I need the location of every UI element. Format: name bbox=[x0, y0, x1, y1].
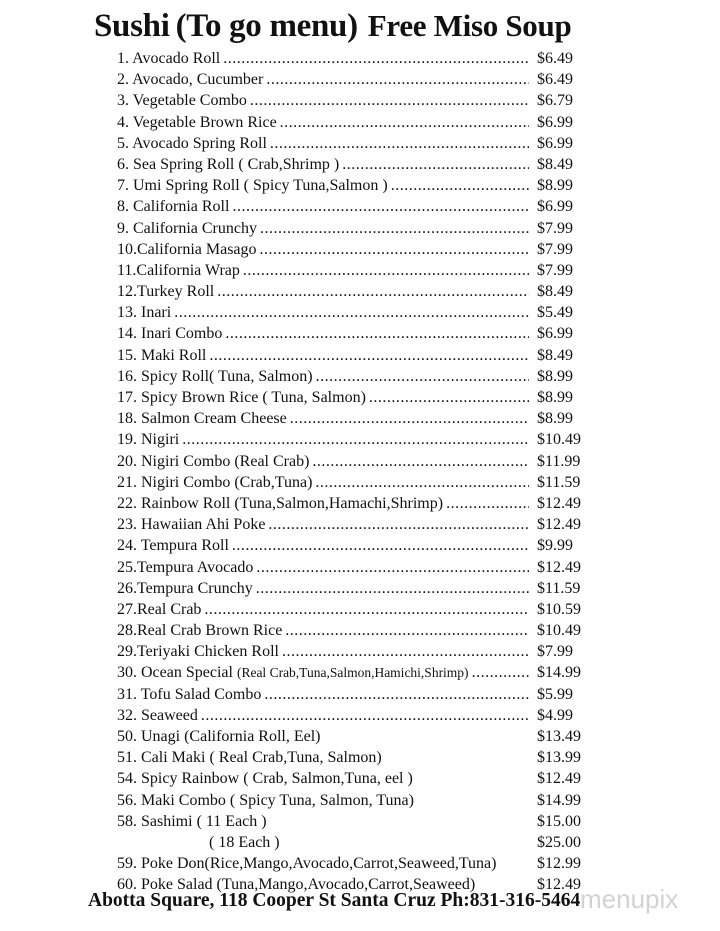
menu-item-price: $14.99 bbox=[537, 664, 581, 682]
item-label: 51. Cali Maki ( Real Crab,Tuna, Salmon) bbox=[117, 749, 382, 767]
menu-item-price: $11.59 bbox=[537, 579, 581, 597]
dot-leader bbox=[316, 366, 529, 387]
menu-item bbox=[117, 366, 597, 387]
menu-item-price: $10.49 bbox=[537, 622, 581, 640]
menu-item bbox=[117, 599, 597, 620]
menu-item bbox=[117, 281, 597, 302]
item-label: 60. Poke Salad (Tuna,Mango,Avocado,Carrot,Seaweed) bbox=[117, 876, 476, 894]
item-label: 30. Ocean Special bbox=[117, 664, 233, 682]
dot-leader bbox=[217, 281, 529, 302]
item-label: 31. Tofu Salad Combo bbox=[117, 685, 262, 703]
item-label: 26.Tempura Crunchy bbox=[117, 579, 253, 597]
menu-item-name bbox=[117, 599, 529, 620]
menu-item bbox=[117, 535, 597, 556]
title-free-miso: Free Miso Soup bbox=[367, 8, 572, 43]
menu-item-name bbox=[117, 535, 529, 556]
menu-item-price: $8.99 bbox=[537, 389, 573, 406]
menu-item bbox=[117, 747, 597, 768]
menu-item bbox=[117, 620, 597, 641]
menu-item-price: $13.49 bbox=[537, 728, 581, 745]
dot-leader bbox=[232, 196, 529, 217]
menu-item-price: $8.49 bbox=[537, 155, 573, 173]
address-footer: Abotta Square, 118 Cooper St Santa Cruz Ph:831-316-5464 bbox=[88, 890, 581, 911]
menu-item-name bbox=[117, 366, 529, 387]
item-label: 50. Unagi (California Roll, Eel) bbox=[117, 728, 321, 745]
menu-item bbox=[117, 641, 597, 662]
item-label: 10.California Masago bbox=[117, 240, 257, 258]
menu-item-name bbox=[117, 514, 529, 535]
dot-leader bbox=[182, 429, 529, 450]
dot-leader bbox=[342, 154, 529, 175]
dot-leader bbox=[243, 260, 529, 281]
menu-item-price: $10.59 bbox=[537, 600, 581, 618]
menu-item-price: $7.99 bbox=[537, 219, 573, 237]
menu-item-name bbox=[117, 260, 529, 281]
item-label: ( 18 Each ) bbox=[209, 833, 280, 851]
menu-item-name bbox=[117, 281, 529, 302]
item-label: 22. Rainbow Roll (Tuna,Salmon,Hamachi,Shrimp) bbox=[117, 494, 444, 512]
menu-item-price: $6.99 bbox=[537, 113, 573, 131]
menu-item bbox=[117, 302, 597, 323]
item-label: 23. Hawaiian Ahi Poke bbox=[117, 516, 266, 534]
menu-item bbox=[117, 557, 597, 578]
menu-item bbox=[117, 239, 597, 260]
menu-item bbox=[117, 472, 597, 493]
dot-leader bbox=[266, 69, 529, 90]
dot-leader bbox=[264, 684, 529, 705]
item-label: 28.Real Crab Brown Rice bbox=[117, 622, 283, 640]
dot-leader bbox=[290, 408, 529, 429]
item-label: 11.California Wrap bbox=[117, 261, 240, 279]
menu-item bbox=[117, 832, 597, 853]
dot-leader bbox=[280, 112, 529, 133]
dot-leader bbox=[315, 472, 529, 493]
menu-item bbox=[117, 387, 597, 408]
dot-leader bbox=[232, 535, 529, 556]
menu-item-name bbox=[117, 69, 529, 90]
menu-item-name bbox=[117, 472, 529, 493]
menu-item bbox=[117, 514, 597, 535]
dot-leader bbox=[285, 620, 529, 641]
dot-leader bbox=[282, 641, 529, 662]
menu-item-name bbox=[209, 832, 280, 853]
item-label: 4. Vegetable Brown Rice bbox=[117, 113, 277, 131]
menu-item-price: $6.99 bbox=[537, 198, 573, 216]
menu-item bbox=[117, 853, 597, 874]
item-label: 8. California Roll bbox=[117, 198, 230, 216]
item-label: 17. Spicy Brown Rice ( Tuna, Salmon) bbox=[117, 389, 366, 406]
item-label: 16. Spicy Roll( Tuna, Salmon) bbox=[117, 367, 313, 385]
dot-leader bbox=[270, 133, 529, 154]
item-label: 58. Sashimi ( 11 Each ) bbox=[117, 812, 267, 830]
menu-item-name bbox=[117, 175, 529, 196]
item-note: (Real Crab,Tuna,Salmon,Hamichi,Shrimp) bbox=[236, 665, 469, 681]
menu-item-price: $8.99 bbox=[537, 367, 573, 385]
menu-item-name bbox=[117, 451, 529, 472]
menu-item bbox=[117, 811, 597, 832]
dot-leader bbox=[391, 175, 529, 196]
menu-item bbox=[117, 48, 597, 69]
menu-item bbox=[117, 684, 597, 705]
menu-item-name bbox=[117, 726, 321, 747]
item-label: 32. Seaweed bbox=[117, 706, 198, 724]
dot-leader bbox=[204, 599, 529, 620]
menu-item-price: $6.99 bbox=[537, 325, 573, 343]
menu-item bbox=[117, 726, 597, 747]
menu-item-name bbox=[117, 345, 529, 366]
item-label: 20. Nigiri Combo (Real Crab) bbox=[117, 452, 310, 470]
menu-item bbox=[117, 90, 597, 111]
menu-item-price: $5.99 bbox=[537, 685, 573, 703]
menu-title bbox=[94, 8, 577, 45]
menu-item-price: $11.99 bbox=[537, 452, 581, 470]
item-label: 29.Teriyaki Chicken Roll bbox=[117, 643, 279, 661]
item-label: 6. Sea Spring Roll ( Crab,Shrimp ) bbox=[117, 155, 340, 173]
menu-item-price: $6.49 bbox=[537, 71, 573, 89]
dot-leader bbox=[256, 578, 529, 599]
menu-item-name bbox=[117, 218, 529, 239]
menu-item-price: $6.49 bbox=[537, 50, 573, 67]
menu-item bbox=[117, 112, 597, 133]
item-label: 3. Vegetable Combo bbox=[117, 92, 247, 110]
menu-item-price: $12.99 bbox=[537, 855, 581, 873]
menu-item bbox=[117, 260, 597, 281]
dot-leader bbox=[260, 239, 529, 260]
menu-item-name bbox=[117, 747, 382, 768]
menu-item-name bbox=[117, 620, 529, 641]
menu-item bbox=[117, 323, 597, 344]
menu-item-name bbox=[117, 578, 529, 599]
dot-leader bbox=[225, 323, 529, 344]
menu-item-name bbox=[117, 790, 414, 811]
menu-item-name bbox=[117, 302, 529, 323]
menu-item-name bbox=[117, 133, 529, 154]
menu-item-name bbox=[117, 112, 529, 133]
menu-item-name bbox=[117, 684, 529, 705]
menu-item bbox=[117, 69, 597, 90]
item-label: 1. Avocado Roll bbox=[117, 50, 221, 67]
item-label: 7. Umi Spring Roll ( Spicy Tuna,Salmon ) bbox=[117, 177, 388, 195]
item-label: 15. Maki Roll bbox=[117, 346, 207, 364]
menu-item-price: $6.99 bbox=[537, 134, 573, 152]
item-label: 9. California Crunchy bbox=[117, 219, 257, 237]
menu-item-price: $8.49 bbox=[537, 346, 573, 364]
menu-item bbox=[117, 578, 597, 599]
item-label: 27.Real Crab bbox=[117, 600, 202, 618]
menu-item-name bbox=[117, 90, 529, 111]
menu-item-name bbox=[117, 429, 529, 450]
item-label: 25.Tempura Avocado bbox=[117, 558, 254, 576]
dot-leader bbox=[446, 493, 529, 514]
menu-item-price: $6.79 bbox=[537, 92, 573, 110]
item-label: 18. Salmon Cream Cheese bbox=[117, 410, 287, 428]
item-label: 12.Turkey Roll bbox=[117, 283, 215, 301]
menu-item-name bbox=[117, 493, 529, 514]
item-label: 5. Avocado Spring Roll bbox=[117, 134, 267, 152]
item-label: 24. Tempura Roll bbox=[117, 537, 229, 555]
menu-item bbox=[117, 133, 597, 154]
menu-item-price: $7.99 bbox=[537, 240, 573, 258]
dot-leader bbox=[312, 451, 529, 472]
menu-item-price: $5.49 bbox=[537, 304, 573, 322]
menu-item bbox=[117, 175, 597, 196]
dot-leader bbox=[472, 662, 529, 683]
menu-item bbox=[117, 345, 597, 366]
menu-item-price: $10.49 bbox=[537, 431, 581, 449]
menu-item-price: $13.99 bbox=[537, 749, 581, 767]
dot-leader bbox=[369, 387, 529, 408]
menu-item-name bbox=[117, 323, 529, 344]
dot-leader bbox=[268, 514, 529, 535]
menu-item-price: $9.99 bbox=[537, 537, 573, 555]
menu-item-price: $8.99 bbox=[537, 410, 573, 428]
menu-item bbox=[117, 790, 597, 811]
menu-item-name bbox=[117, 853, 496, 874]
item-label: 13. Inari bbox=[117, 304, 172, 322]
menu-item-price: $4.99 bbox=[537, 706, 573, 724]
menu-item bbox=[117, 154, 597, 175]
menu-item-name bbox=[117, 557, 529, 578]
menu-item bbox=[117, 493, 597, 514]
menu-item bbox=[117, 218, 597, 239]
dot-leader bbox=[174, 302, 529, 323]
watermark-logo: menupix bbox=[580, 884, 679, 914]
menu-item-name bbox=[117, 811, 267, 832]
menu-item-name bbox=[117, 705, 529, 726]
menu-item-name bbox=[117, 768, 413, 789]
menu-item bbox=[117, 705, 597, 726]
item-label: 54. Spicy Rainbow ( Crab, Salmon,Tuna, eel ) bbox=[117, 770, 413, 788]
item-label: 19. Nigiri bbox=[117, 431, 180, 449]
item-label: 21. Nigiri Combo (Crab,Tuna) bbox=[117, 473, 313, 491]
title-sushi: Sushi bbox=[94, 8, 170, 44]
item-label: 14. Inari Combo bbox=[117, 325, 223, 343]
menu-item-price: $14.99 bbox=[537, 791, 581, 809]
dot-leader bbox=[256, 557, 529, 578]
dot-leader bbox=[250, 90, 529, 111]
item-label: 56. Maki Combo ( Spicy Tuna, Salmon, Tuna) bbox=[117, 791, 414, 809]
menu-item bbox=[117, 451, 597, 472]
menu-item-price: $11.59 bbox=[537, 473, 581, 491]
menu-item-name bbox=[117, 662, 529, 683]
item-label: 2. Avocado, Cucumber bbox=[117, 71, 264, 89]
menu-item bbox=[117, 768, 597, 789]
title-to-go: (To go menu) bbox=[175, 8, 358, 44]
menu-item bbox=[117, 429, 597, 450]
menu-list bbox=[117, 48, 597, 896]
item-label: 59. Poke Don(Rice,Mango,Avocado,Carrot,Seaweed,Tuna) bbox=[117, 855, 497, 873]
dot-leader bbox=[201, 705, 529, 726]
menu-item-price: $25.00 bbox=[537, 833, 581, 851]
menu-item bbox=[117, 662, 597, 683]
menu-item bbox=[117, 408, 597, 429]
menu-item-name bbox=[117, 408, 529, 429]
menu-item-name bbox=[117, 48, 529, 69]
dot-leader bbox=[223, 48, 529, 69]
menu-item-price: $8.49 bbox=[537, 283, 573, 301]
menu-item-price: $7.99 bbox=[537, 643, 573, 661]
dot-leader bbox=[260, 218, 529, 239]
menu-item-price: $12.49 bbox=[537, 494, 581, 512]
dot-leader bbox=[209, 345, 529, 366]
menu-item bbox=[117, 196, 597, 217]
menu-item-name bbox=[117, 154, 529, 175]
menu-item-price: $12.49 bbox=[537, 558, 581, 576]
menu-item-name bbox=[117, 239, 529, 260]
menu-item-price: $15.00 bbox=[537, 812, 581, 830]
menu-item-name bbox=[117, 196, 529, 217]
menu-item-price: $8.99 bbox=[537, 177, 573, 195]
menu-item-name bbox=[117, 387, 529, 408]
menu-item-name bbox=[117, 641, 529, 662]
menu-item-price: $12.49 bbox=[537, 516, 581, 534]
menu-item-price: $12.49 bbox=[537, 876, 581, 894]
menu-item-price: $12.49 bbox=[537, 770, 581, 788]
menu-item-price: $7.99 bbox=[537, 261, 573, 279]
